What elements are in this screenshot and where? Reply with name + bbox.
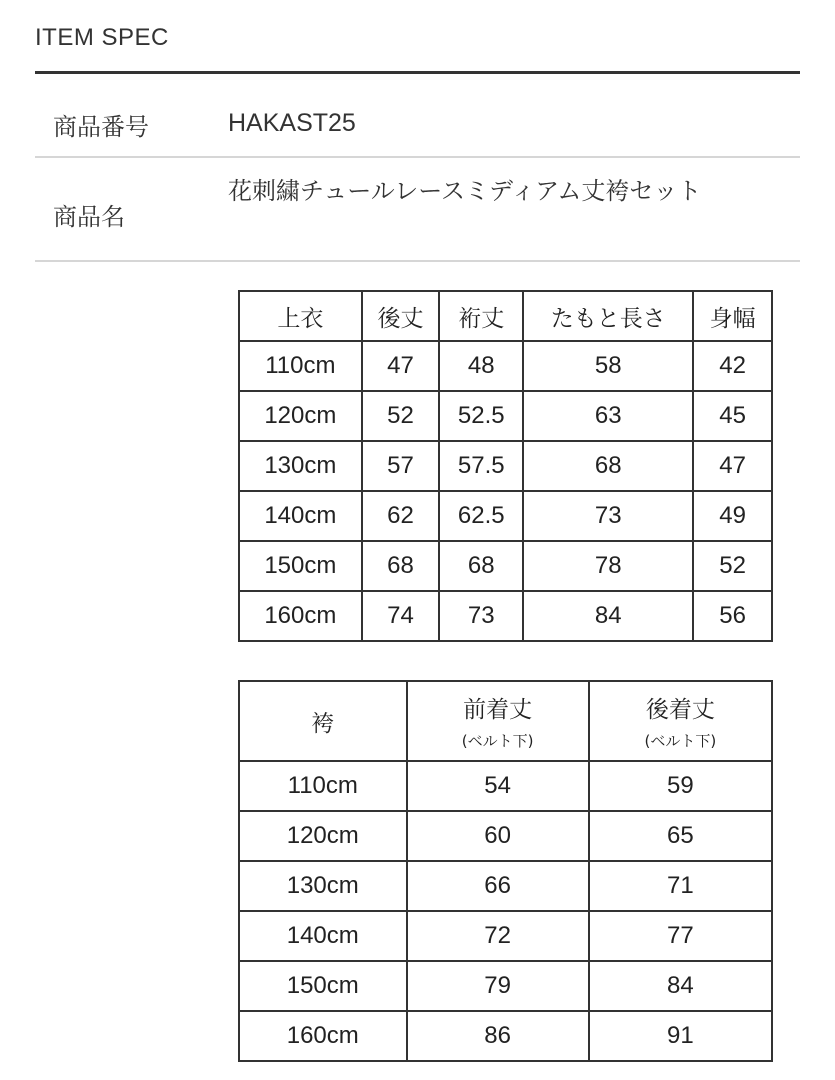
table-row — [239, 591, 772, 641]
table-cell: 60 — [407, 811, 589, 861]
header-cell: 上衣 — [239, 291, 362, 341]
header-cell: たもと長さ — [523, 291, 693, 341]
table-row — [239, 391, 772, 441]
table-cell: 63 — [523, 391, 693, 441]
header-cell — [589, 681, 772, 761]
table-cell: 52.5 — [439, 391, 523, 441]
table-row — [239, 911, 772, 961]
hakama-size-table — [238, 680, 773, 1062]
table-cell: 160cm — [239, 591, 362, 641]
table-cell: 66 — [407, 861, 589, 911]
table-row — [239, 761, 772, 811]
table-cell: 120cm — [239, 391, 362, 441]
info-value: 花刺繍チュールレースミディアム丈袴セット — [228, 177, 702, 205]
table-cell: 77 — [589, 911, 772, 961]
header-sub: (ベルト下) — [644, 732, 717, 750]
info-row-product-name — [35, 158, 800, 262]
table-row — [239, 491, 772, 541]
table-row — [239, 541, 772, 591]
table-cell: 45 — [693, 391, 772, 441]
table-cell: 58 — [523, 341, 693, 391]
header-cell — [239, 681, 407, 761]
table-cell: 42 — [693, 341, 772, 391]
table-cell: 130cm — [239, 861, 407, 911]
info-value: HAKAST25 — [228, 109, 356, 137]
table-cell: 84 — [589, 961, 772, 1011]
table-row — [239, 861, 772, 911]
table-cell: 68 — [439, 541, 523, 591]
table-cell: 84 — [523, 591, 693, 641]
table-cell: 74 — [362, 591, 440, 641]
table-cell: 150cm — [239, 961, 407, 1011]
table-cell: 150cm — [239, 541, 362, 591]
table-row — [239, 441, 772, 491]
header-main: 前着丈 — [463, 697, 533, 723]
table-cell: 120cm — [239, 811, 407, 861]
table-cell: 57.5 — [439, 441, 523, 491]
header-sub: (ベルト下) — [461, 732, 534, 750]
section-title: ITEM SPEC — [35, 24, 169, 51]
info-label: 商品名 — [53, 203, 125, 231]
table-cell: 65 — [589, 811, 772, 861]
header-cell: 裄丈 — [439, 291, 523, 341]
table-header-row — [239, 681, 772, 761]
table-row — [239, 961, 772, 1011]
table-cell: 57 — [362, 441, 440, 491]
table-cell: 68 — [362, 541, 440, 591]
table-header-row — [239, 291, 772, 341]
table-cell: 130cm — [239, 441, 362, 491]
top-size-table — [238, 290, 773, 642]
table-cell: 47 — [362, 341, 440, 391]
header-cell: 身幅 — [693, 291, 772, 341]
table-cell: 140cm — [239, 491, 362, 541]
table-cell: 110cm — [239, 761, 407, 811]
header-main: 袴 — [311, 710, 335, 737]
header-main: 後着丈 — [645, 697, 715, 723]
table-cell: 78 — [523, 541, 693, 591]
table-cell: 56 — [693, 591, 772, 641]
table-cell: 62 — [362, 491, 440, 541]
table-cell: 52 — [693, 541, 772, 591]
table-row — [239, 1011, 772, 1061]
table-cell: 86 — [407, 1011, 589, 1061]
table-cell: 110cm — [239, 341, 362, 391]
table-cell: 140cm — [239, 911, 407, 961]
table-cell: 91 — [589, 1011, 772, 1061]
table-cell: 49 — [693, 491, 772, 541]
table-cell: 73 — [523, 491, 693, 541]
table-cell: 160cm — [239, 1011, 407, 1061]
info-label: 商品番号 — [53, 113, 149, 141]
table-cell: 52 — [362, 391, 440, 441]
table-cell: 68 — [523, 441, 693, 491]
table-row — [239, 341, 772, 391]
header-cell: 後丈 — [362, 291, 440, 341]
table-cell: 71 — [589, 861, 772, 911]
table-cell: 79 — [407, 961, 589, 1011]
table-cell: 48 — [439, 341, 523, 391]
header-cell — [407, 681, 589, 761]
table-cell: 54 — [407, 761, 589, 811]
table-row — [239, 811, 772, 861]
table-cell: 73 — [439, 591, 523, 641]
info-row-product-number — [35, 74, 800, 158]
table-cell: 47 — [693, 441, 772, 491]
table-cell: 72 — [407, 911, 589, 961]
table-cell: 59 — [589, 761, 772, 811]
table-cell: 62.5 — [439, 491, 523, 541]
